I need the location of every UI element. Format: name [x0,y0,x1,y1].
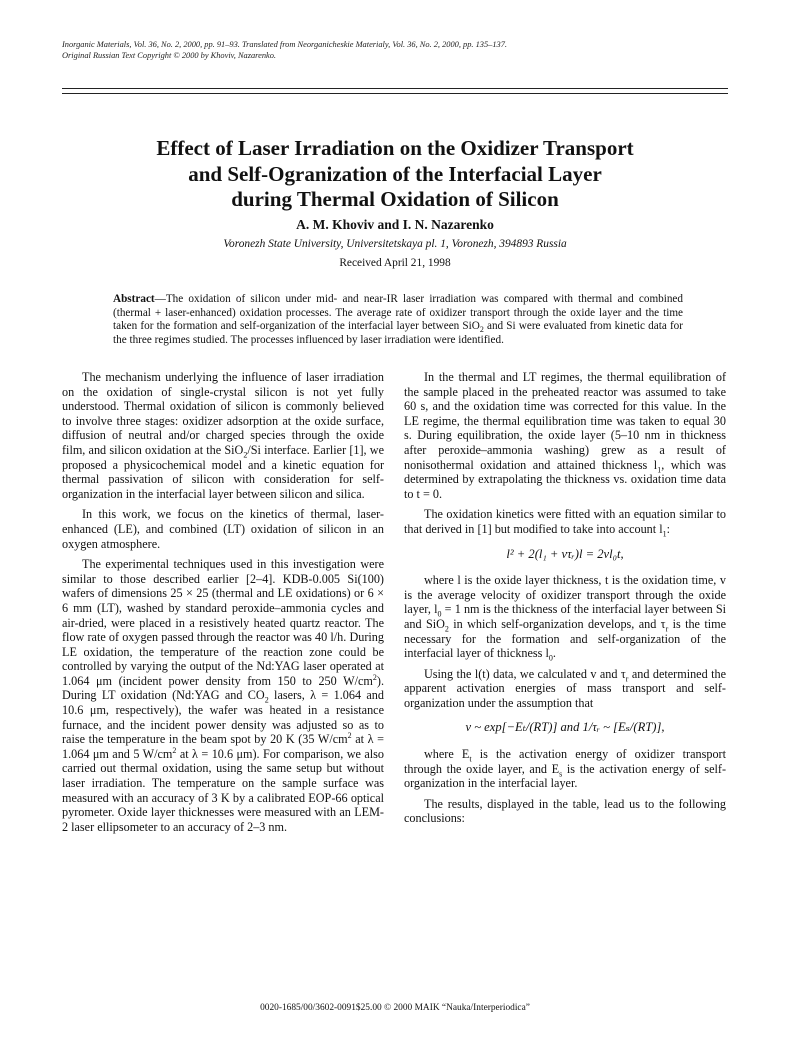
header-rule-bottom [62,93,728,94]
paragraph: where $E_t$ is the activation energy of oxidizer transport through the oxide layer, and $E_s$ is the activation energy of self-organization in the interfacial layer. [404,747,726,791]
paragraph: In this work, we focus on the kinetics of thermal, laser-enhanced (LE), and combined (LT) oxidation of silicon in an oxygen atmosphere. [62,507,384,551]
right-column [404,370,726,832]
header-rule-top [62,88,728,89]
paragraph: where l is the oxide layer thickness, t is the oxidation time, v is the average velocity of oxidizer transport through the oxide layer, $l_0 = 1$ nm is the thickness of the interfacial layer between Si and SiO$_2$ in which self-organization develops, and $\tau_r$ is the time necessary for the formation and self-organization of the interfacial layer of thickness $l_0$. [404,573,726,663]
paper-title [62,136,728,213]
affiliation: Voronezh State University, Universitetskaya pl. 1, Voronezh, 394893 Russia [223,238,567,250]
equation-activation: v ~ exp[−Eₜ/(RT)] and 1/τᵣ ~ [Eₛ/(RT)], [465,720,665,735]
title-line-1: Effect of Laser Irradiation on the Oxidizer Transport [156,136,634,160]
paragraph: In the thermal and LT regimes, the thermal equilibration of the sample placed in the preheated reactor was assumed to take 60 s, and the oxidation time was corrected for this value. In the LE regime, the thermal equilibration time was taken to equal 30 s. During equilibration, the oxide layer (5–10 nm in thickness after peroxide–ammonia washing) grew as a result of nonisothermal oxidation and attained thickness $l_1$, which was determined by extrapolating the thickness vs. oxidation time data to t = 0. [404,370,726,501]
abstract-label: Abstract [113,293,155,305]
title-line-3: during Thermal Oxidation of Silicon [231,187,559,211]
paragraph: Using the l(t) data, we calculated v and $\tau_r$ and determined the apparent activation energies of mass transport and self-organization under the assumption that [404,666,726,710]
title-line-2: and Self-Ogranization of the Interfacial Layer [188,161,602,186]
journal-header [62,40,507,61]
abstract: Abstract—The oxidation of silicon under mid- and near-IR laser irradiation was compared with thermal and combined (thermal + laser-enhanced) oxidation processes. The average rate of oxidizer transport through the oxide layer and the time taken for the formation and self-organization of the interfacial layer between SiO$_2$ and Si were evaluated from kinetic data for the three regimes studied. The processes influenced by laser irradiation were identified. [113,293,684,346]
left-column [62,370,384,840]
paragraph: The oxidation kinetics were fitted with an equation similar to that derived in [1] but modified to take into account $l_1$: [404,507,726,539]
copyright-line: Original Russian Text Copyright © 2000 by Khoviv, Nazarenko. [62,50,277,60]
received-date: Received April 21, 1998 [339,257,451,269]
authors: A. M. Khoviv and I. N. Nazarenko [296,217,494,232]
equation-kinetics: l² + 2(l₁ + vτᵣ)l = 2vl₀t, [506,546,624,561]
paragraph: The results, displayed in the table, lead us to the following conclusions: [404,796,726,826]
paragraph: The mechanism underlying the influence of laser irradiation on the oxidation of single-crystal silicon is not yet fully understood. Thermal oxidation of silicon is commonly believed to involve three stages: oxidizer adsorption at the oxide surface, diffusion of neutral and/or charged species through the oxide film, and silicon oxidation at the SiO$_2$/Si interface. Earlier [1], we proposed a physicochemical model and a kinetic equation for thermal passivation of silicon with consideration for self-organization in the interfacial layer between silicon and silica. [62,370,385,501]
journal-citation: Inorganic Materials, Vol. 36, No. 2, 2000, pp. 91–93. Translated from Neorganicheskie Materialy, Vol. 36, No. 2, 2000, pp. 135–137. [62,40,508,49]
paragraph: The experimental techniques used in this investigation were similar to those described earlier [2–4]. KDB-0.005 Si(100) wafers of dimensions 25 × 25 (thermal and LE oxidations) or 6 × 6 mm (LT), washed by standard peroxide–ammonia cycles and air-dried, were placed in a resistively heated quartz reactor. The flow rate of oxygen passed through the reactor was 40 l/h. During LE oxidation, the temperature of the reaction zone could be controlled by varying the output of the Nd:YAG laser operated at 1.064 μm (incident power density from 150 to 250 $W/cm^2$). During LT oxidation (Nd:YAG and $CO_2$ lasers, λ = 1.064 and 10.6 μm, respectively), the wafer was heated in a resistance furnace, and the incident power density was adjusted so as to raise the temperature in the beam spot by 20 K (35 $W/cm^2$ at λ = 1.064 μm and 5 $W/cm^2$ at λ = 10.6 μm). For comparison, we also carried out thermal oxidation, using the same setup but without laser irradiation. The temperature on the sample surface was measured with an accuracy of 3 K by a calibrated EOP-66 optical pyrometer. Oxide layer thicknesses were measured with an LEM-2 laser ellipsometer to an accuracy of 2–3 nm. [62,557,385,834]
footer-issn: 0020-1685/00/3602-0091$25.00 © 2000 MAIK “Nauka/Interperiodica” [260,1003,530,1013]
